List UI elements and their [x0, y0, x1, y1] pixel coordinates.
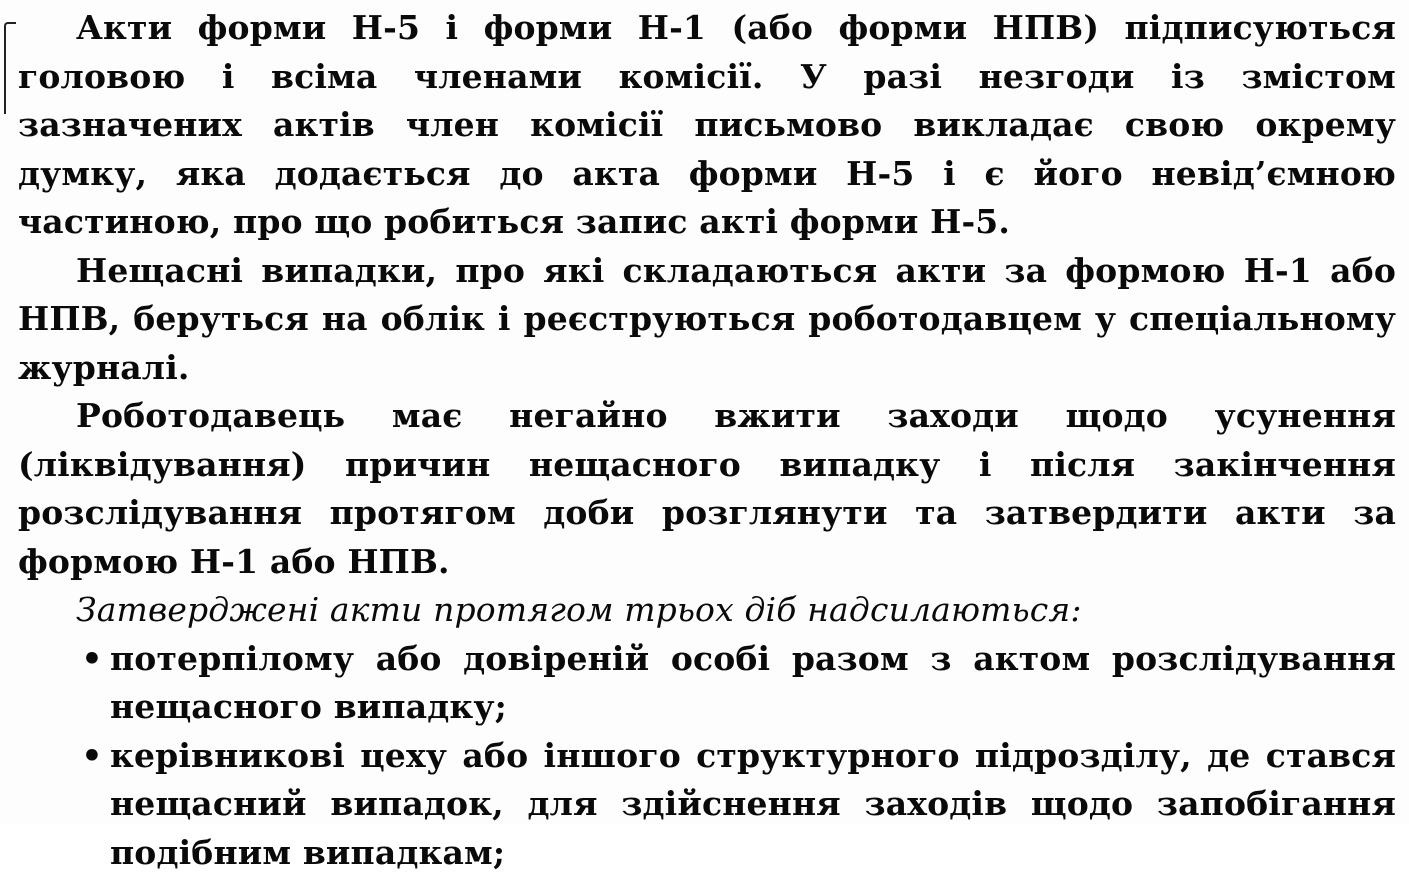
list-item-text: керівникові цеху або іншого структурного підрозділу, де стався нещасний випадок, для здійснення заходів щодо запобігання подібним випадкам; [110, 736, 1396, 872]
bullet-icon: • [78, 635, 106, 684]
document-body [18, 4, 1396, 877]
recipients-list [18, 635, 1396, 877]
scan-margin-mark [4, 22, 16, 114]
bullet-icon: • [78, 732, 106, 781]
list-item [18, 635, 1396, 732]
paragraph-accident-registration: Нещасні випадки, про які складаються акти за формою Н-1 або НПВ, беруться на облік і реєструються роботодавцем у спеціальному журналі. [18, 247, 1396, 393]
list-item [18, 732, 1396, 877]
paragraph-employer-measures: Роботодавець має негайно вжити заходи щодо усунення (ліквідування) причин нещасного випадку і після закінчення розслідування протягом доби розглянути та затвердити акти за формою Н-1 або НПВ. [18, 392, 1396, 586]
paragraph-acts-signing: Акти форми Н-5 і форми Н-1 (або форми НПВ) підписуються головою і всіма членами комісії. У разі незгоди із змістом зазначених актів член комісії письмово викладає свою окрему думку, яка додається до акта форми Н-5 і є його невід’ємною частиною, про що робиться запис акті форми Н-5. [18, 4, 1396, 247]
list-intro: Затверджені акти протягом трьох діб надсилаються: [18, 586, 1396, 635]
list-item-text: потерпілому або довіреній особі разом з актом розслідування нещасного випадку; [110, 639, 1396, 727]
